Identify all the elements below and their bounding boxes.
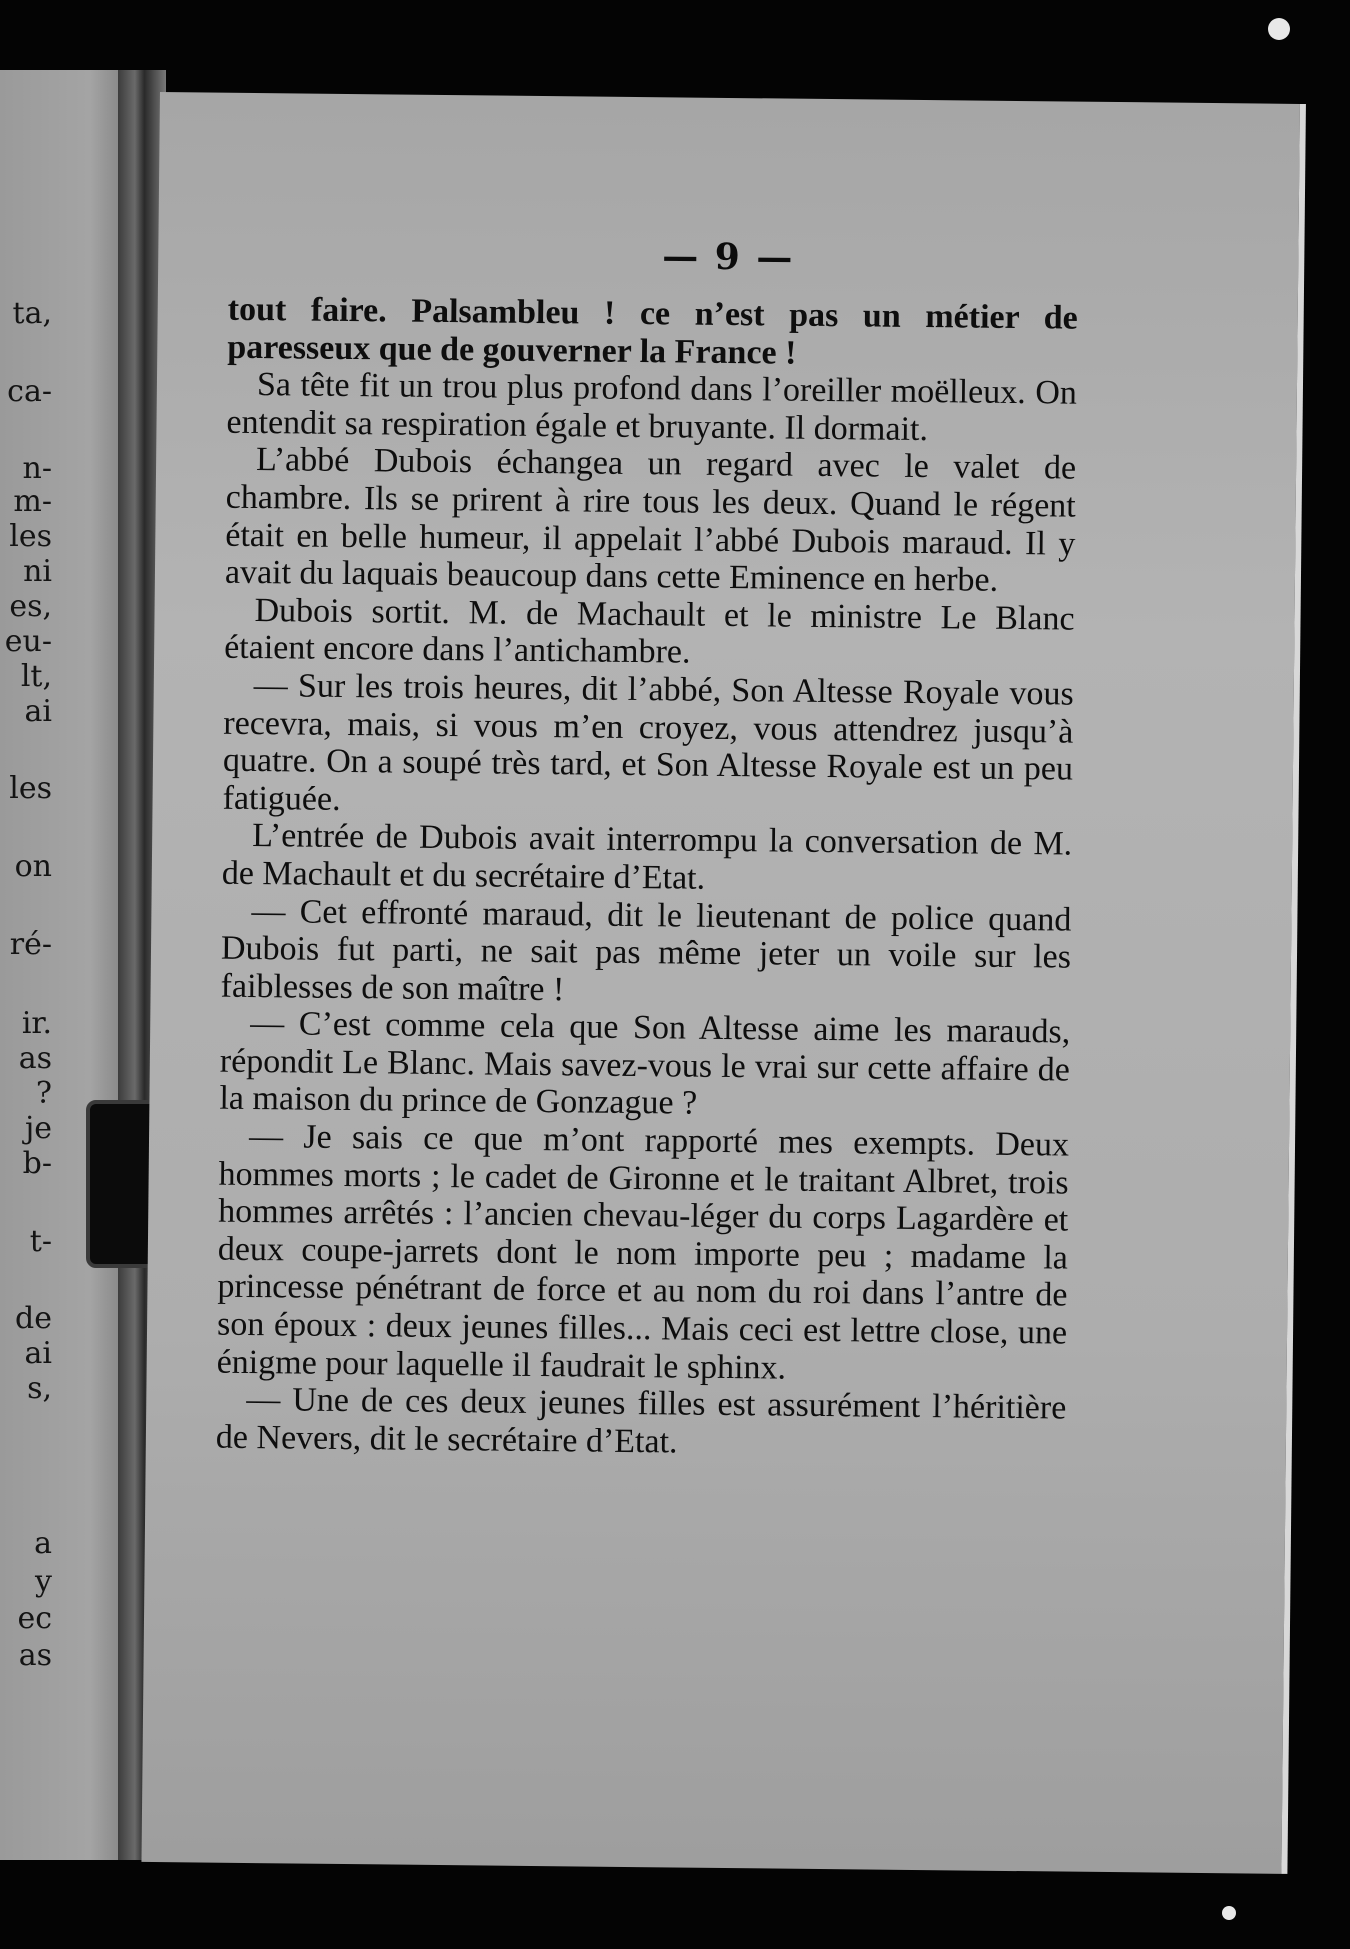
left-fragment-line: je	[24, 1111, 52, 1146]
left-fragment-line: n-	[22, 451, 52, 486]
left-fragment-line: ?	[35, 1076, 52, 1111]
left-fragment-line: es,	[9, 589, 52, 624]
left-fragment-line: y	[35, 1564, 52, 1599]
left-fragment-line: ai	[24, 1336, 52, 1371]
paragraph: Sa tête fit un trou plus profond dans l’oreiller moëlleux. On entendit sa respiration égale et bruyante. Il dormait.	[226, 366, 1078, 448]
scan-artifact-speck	[1222, 1906, 1236, 1920]
left-fragment-line: de	[15, 1301, 52, 1336]
left-fragment-line: t-	[29, 1224, 52, 1259]
left-fragment-line: ir.	[21, 1006, 52, 1041]
paragraph: Dubois sortit. M. de Machault et le ministre Le Blanc étaient encore dans l’antichambre.	[223, 591, 1075, 671]
paragraph: — Une de ces deux jeunes filles est assurément l’héritière de Nevers, dit le secrétaire d’Etat.	[215, 1381, 1067, 1461]
left-fragment-line: les	[9, 771, 52, 806]
left-fragment-line: lt,	[20, 659, 52, 694]
left-fragment-line: ta,	[12, 296, 52, 331]
left-fragment-line: ni	[23, 554, 52, 589]
paragraph: — Je sais ce que m’ont rapporté mes exempts. Deux hommes morts ; le cadet de Gironne et le traitant Albret, trois hommes arrêtés : l’ancien chevau-léger du corps Lagardère et deux coupe-jarrets dont le nom importe peu ; madame la princesse pénétrant de force et au nom du roi dans l’antre de son époux : deux jeunes filles... Mais ceci est lettre close, une énigme pour laquelle il faudrait le sphinx.	[216, 1118, 1070, 1387]
left-fragment-line: ai	[24, 694, 52, 729]
left-fragment-line: ca-	[7, 374, 52, 409]
left-fragment-line: eu-	[4, 624, 52, 659]
scan-artifact-speck	[1268, 18, 1290, 40]
paragraph: L’entrée de Dubois avait interrompu la conversation de M. de Machault et du secrétaire d’Etat.	[221, 817, 1073, 897]
left-fragment-line: on	[14, 849, 52, 884]
left-fragment-line: b-	[22, 1146, 52, 1181]
left-fragment-line: les	[9, 519, 52, 554]
left-fragment-line: a	[34, 1526, 52, 1561]
paragraph: — Sur les trois heures, dit l’abbé, Son Altesse Royale vous recevra, mais, si vous m’en croyez, vous attendrez jusqu’à quatre. On a soupé très tard, et Son Altesse Royale est un peu fatiguée.	[222, 666, 1074, 818]
left-fragment-line: s,	[27, 1371, 52, 1406]
page-number: — 9 —	[662, 235, 795, 279]
left-fragment-line: as	[18, 1638, 52, 1673]
page-body-text	[216, 291, 1078, 1465]
left-fragment-line: ré-	[9, 927, 52, 962]
left-fragment-line: as	[18, 1041, 52, 1076]
left-fragment-line: ec	[17, 1601, 52, 1636]
paragraph: L’abbé Dubois échangea un regard avec le valet de chambre. Ils se prirent à rire tous les deux. Quand le régent était en belle humeur, il appelait l’abbé Dubois maraud. Il y avait du laquais beaucoup dans cette Eminence en herbe.	[224, 441, 1077, 599]
paragraph: tout faire. Palsambleu ! ce n’est pas un métier de paresseux que de gouverner la France !	[227, 290, 1078, 372]
left-fragment-line: m-	[13, 484, 52, 519]
paragraph: — C’est comme cela que Son Altesse aime les marauds, répondit Le Blanc. Mais savez-vous le vrai sur cette affaire de la maison du prince de Gonzague ?	[219, 1005, 1071, 1123]
book-page	[141, 92, 1305, 1874]
paragraph: — Cet effronté maraud, dit le lieutenant de police quand Dubois fut parti, ne sait pas même jeter un voile sur les faiblesses de son maître !	[220, 892, 1072, 1008]
